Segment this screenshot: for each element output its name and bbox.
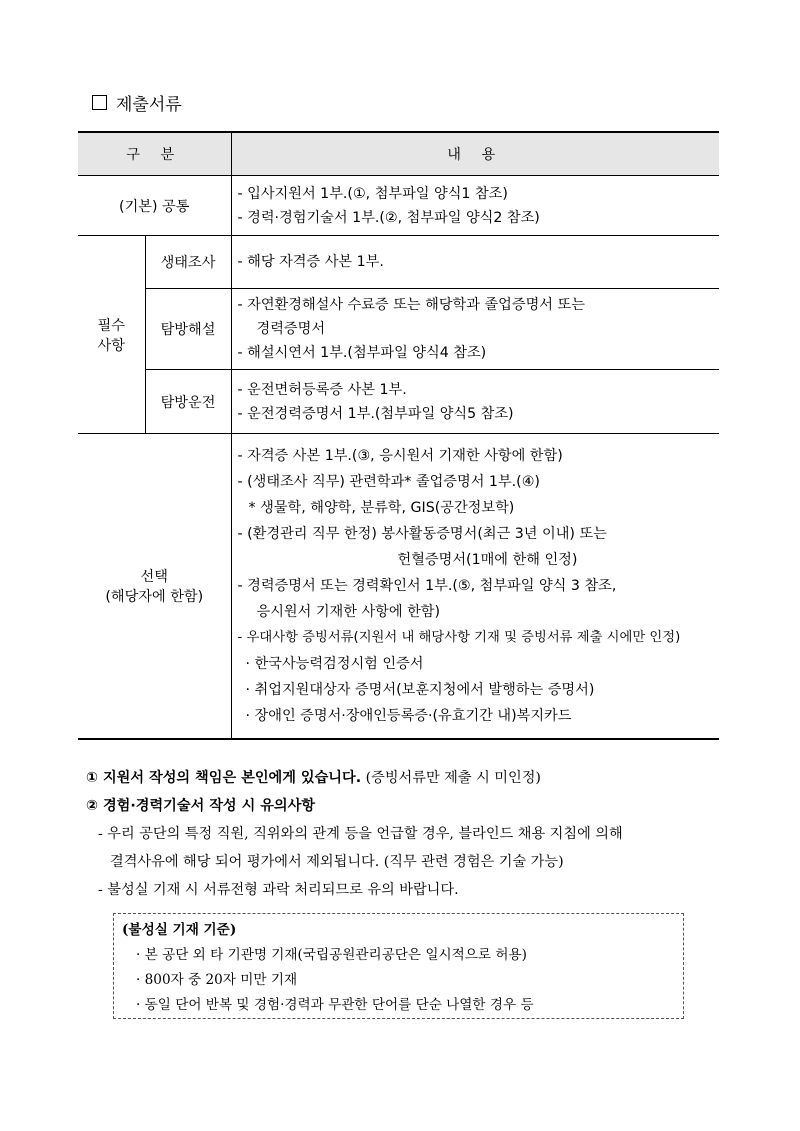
table-header-row: [78, 132, 719, 176]
note-2: [86, 792, 746, 820]
table-row: [78, 370, 719, 434]
content-line: · 취업지원대상자 증명서(보훈지청에서 발행하는 증명서): [245, 681, 595, 698]
content-line: * 생물학, 해양학, 분류학, GIS(공간정보학): [248, 499, 515, 516]
table-row: [78, 176, 719, 236]
content-line: · 한국사능력검정시험 인증서: [245, 655, 424, 672]
section-title: [92, 90, 182, 115]
required-label-2: 사항: [97, 337, 125, 354]
content-line: - 경력증명서 또는 경력확인서 1부.(⑤, 첨부파일 양식 3 참조,: [237, 577, 617, 594]
required-label: [78, 236, 145, 434]
note-1: [86, 764, 746, 792]
table-row: [78, 434, 719, 739]
documents-table: [78, 131, 719, 740]
content-line: - 운전면허등록증 사본 1부.: [237, 381, 407, 398]
optional-label-1: 선택: [140, 568, 168, 585]
optional-label-2: (해당자에 한함): [105, 588, 204, 605]
guide-label: 탐방해설: [145, 289, 231, 370]
content-line: - (환경관리 직무 한정) 봉사활동증명서(최근 3년 이내) 또는: [237, 525, 607, 542]
note-2-line-3: - 불성실 기재 시 서류전형 과락 처리되므로 유의 바랍니다.: [98, 882, 459, 898]
content-line: 응시원서 기재한 사항에 한함): [256, 603, 441, 620]
note-2-line-1: - 우리 공단의 특정 직원, 직위와의 관계 등을 언급할 경우, 블라인드 채용 지침에 의해: [98, 826, 623, 842]
content-line: - 해당 자격증 사본 1부.: [237, 254, 384, 270]
note-1-bold: ① 지원서 작성의 책임은 본인에게 있습니다.: [86, 770, 362, 786]
header-category: 구 분: [78, 132, 231, 176]
basic-label: (기본) 공통: [78, 176, 231, 236]
criteria-item: · 동일 단어 반복 및 경험·경력과 무관한 단어를 단순 나열한 경우 등: [136, 997, 534, 1013]
basic-content: [231, 176, 719, 236]
required-label-1: 필수: [97, 317, 125, 334]
content-line: 헌혈증명서(1매에 한해 인정): [397, 551, 578, 568]
ecology-content: [231, 236, 719, 289]
content-line: - 운전경력증명서 1부.(첨부파일 양식5 참조): [237, 405, 514, 422]
checkbox-icon: [92, 95, 107, 110]
driver-label: 탐방운전: [145, 370, 231, 434]
section-title-text: 제출서류: [116, 95, 182, 115]
criteria-box: [113, 913, 684, 1019]
content-line: - 경력·경험기술서 1부.(②, 첨부파일 양식2 참조): [237, 209, 540, 226]
content-line: 경력증명서: [256, 321, 326, 337]
header-content: 내 용: [231, 132, 719, 176]
content-line: - (생태조사 직무) 관련학과* 졸업증명서 1부.(④): [237, 473, 540, 490]
criteria-item: · 본 공단 외 타 기관명 기재(국립공원관리공단은 일시적으로 허용): [136, 947, 527, 963]
content-line: - 자연환경해설사 수료증 또는 해당학과 졸업증명서 또는: [237, 297, 585, 313]
content-line: - 해설시연서 1부.(첨부파일 양식4 참조): [237, 345, 487, 361]
driver-content: [231, 370, 719, 434]
content-line: · 장애인 증명서·장애인등록증·(유효기간 내)복지카드: [245, 707, 572, 724]
note-2-bold: ② 경험·경력기술서 작성 시 유의사항: [86, 798, 316, 814]
criteria-item: · 800자 중 20자 미만 기재: [136, 972, 298, 988]
criteria-title: (불성실 기재 기준): [122, 922, 237, 938]
table-row: [78, 236, 719, 289]
content-line: - 입사지원서 1부.(①, 첨부파일 양식1 참조): [237, 185, 508, 202]
optional-label: [78, 434, 231, 739]
notes-section: [86, 764, 746, 904]
table-row: [78, 289, 719, 370]
note-2-line-2: 결격사유에 해당 되어 평가에서 제외됩니다. (직무 관련 경험은 기술 가능): [110, 854, 564, 870]
content-line: - 우대사항 증빙서류(지원서 내 해당사항 기재 및 증빙서류 제출 시에만 인정): [237, 629, 681, 645]
guide-content: [231, 289, 719, 370]
ecology-label: 생태조사: [145, 236, 231, 289]
optional-content: [231, 434, 719, 739]
content-line: - 자격증 사본 1부.(③, 응시원서 기재한 사항에 한함): [237, 447, 563, 464]
note-1-plain: (증빙서류만 제출 시 미인정): [361, 770, 541, 786]
